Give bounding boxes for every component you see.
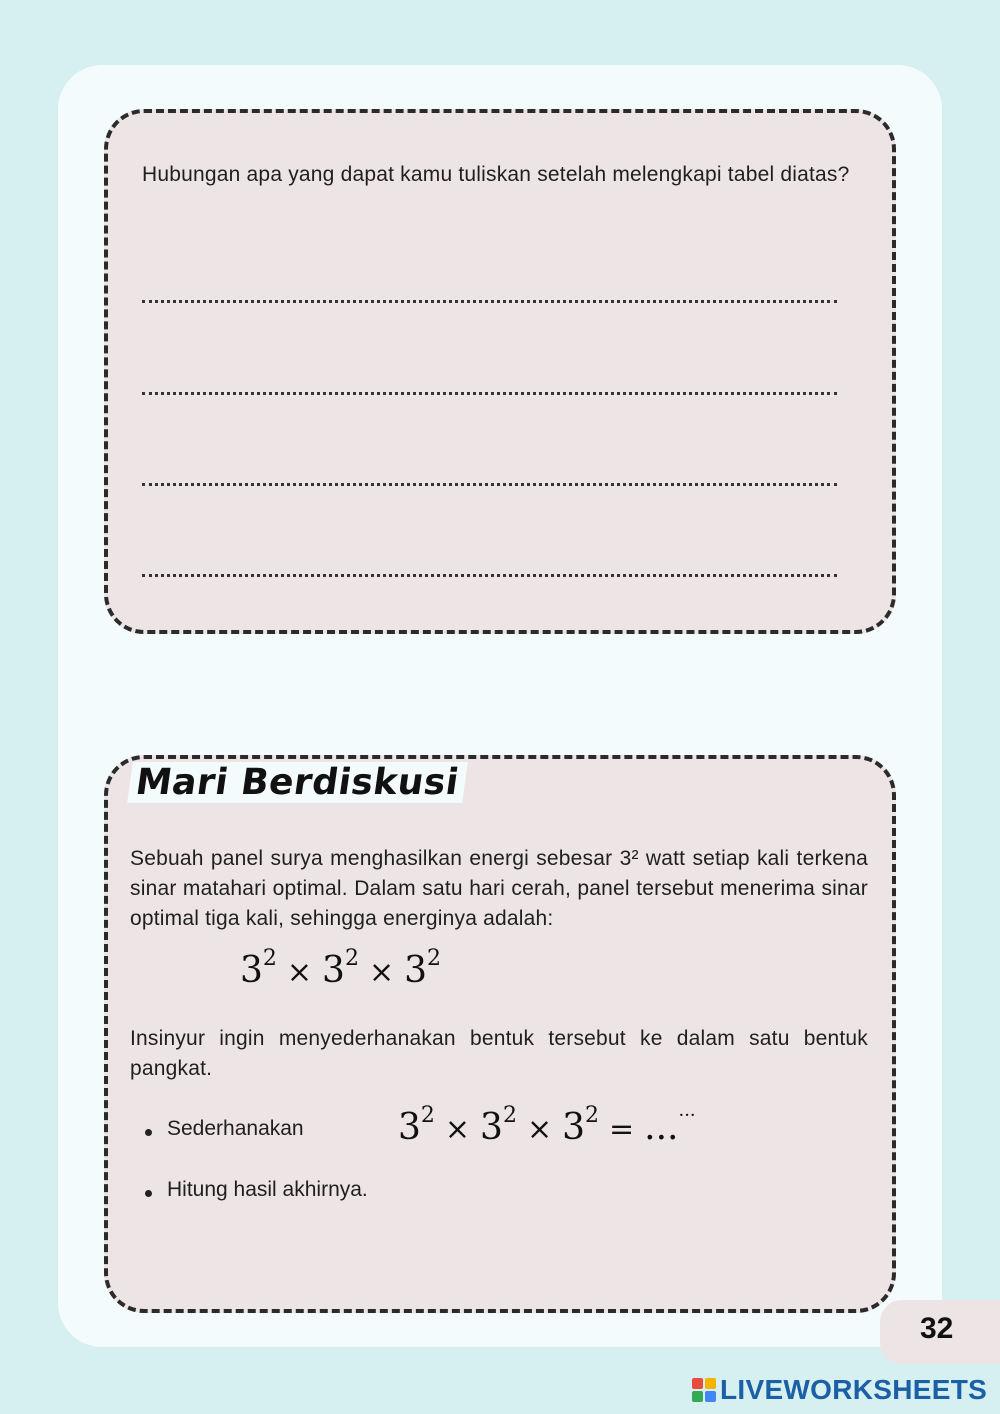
logo-square-icon xyxy=(705,1391,716,1402)
liveworksheets-logo-icon xyxy=(692,1378,716,1402)
page-number-tab xyxy=(880,1300,1000,1364)
bullet-compute xyxy=(145,1178,368,1202)
answer-line[interactable] xyxy=(142,300,837,303)
bullet-simplify-label: Sederhanakan xyxy=(167,1117,304,1140)
exponent-blank[interactable]: ··· xyxy=(678,1105,696,1126)
logo-square-icon xyxy=(692,1391,703,1402)
instruction-paragraph: Insinyur ingin menyederhanakan bentuk tersebut ke dalam satu bentuk pangkat. xyxy=(130,1027,868,1080)
section-title: Mari Berdiskusi xyxy=(127,762,467,803)
logo-square-icon xyxy=(705,1378,716,1389)
energy-expression: $3^2 \times 3^2 \times 3^2$ xyxy=(240,946,441,991)
liveworksheets-logo[interactable] xyxy=(692,1374,987,1406)
answer-blank[interactable]: ... xyxy=(644,1107,679,1148)
bullet-simplify xyxy=(145,1117,304,1141)
problem-paragraph: Sebuah panel surya menghasilkan energi sebesar 3² watt setiap kali terkena sinar matahari optimal. Dalam satu hari cerah, panel tersebut menerima sinar optimal tiga kali, sehingga energinya adalah: xyxy=(130,847,868,930)
answer-line[interactable] xyxy=(142,574,837,577)
bullet-compute-label: Hitung hasil akhirnya. xyxy=(167,1178,368,1201)
question-text: Hubungan apa yang dapat kamu tuliskan setelah melengkapi tabel diatas? xyxy=(142,163,850,186)
answer-line[interactable] xyxy=(142,483,837,486)
page-number: 32 xyxy=(920,1312,954,1345)
logo-square-icon xyxy=(692,1378,703,1389)
simplify-equation[interactable]: $3^2 \times 3^2 \times 3^2 = ...^{\cdot\cdot\cdot}$ xyxy=(398,1103,696,1148)
answer-line[interactable] xyxy=(142,392,837,395)
logo-text: LIVEWORKSHEETS xyxy=(720,1374,988,1405)
